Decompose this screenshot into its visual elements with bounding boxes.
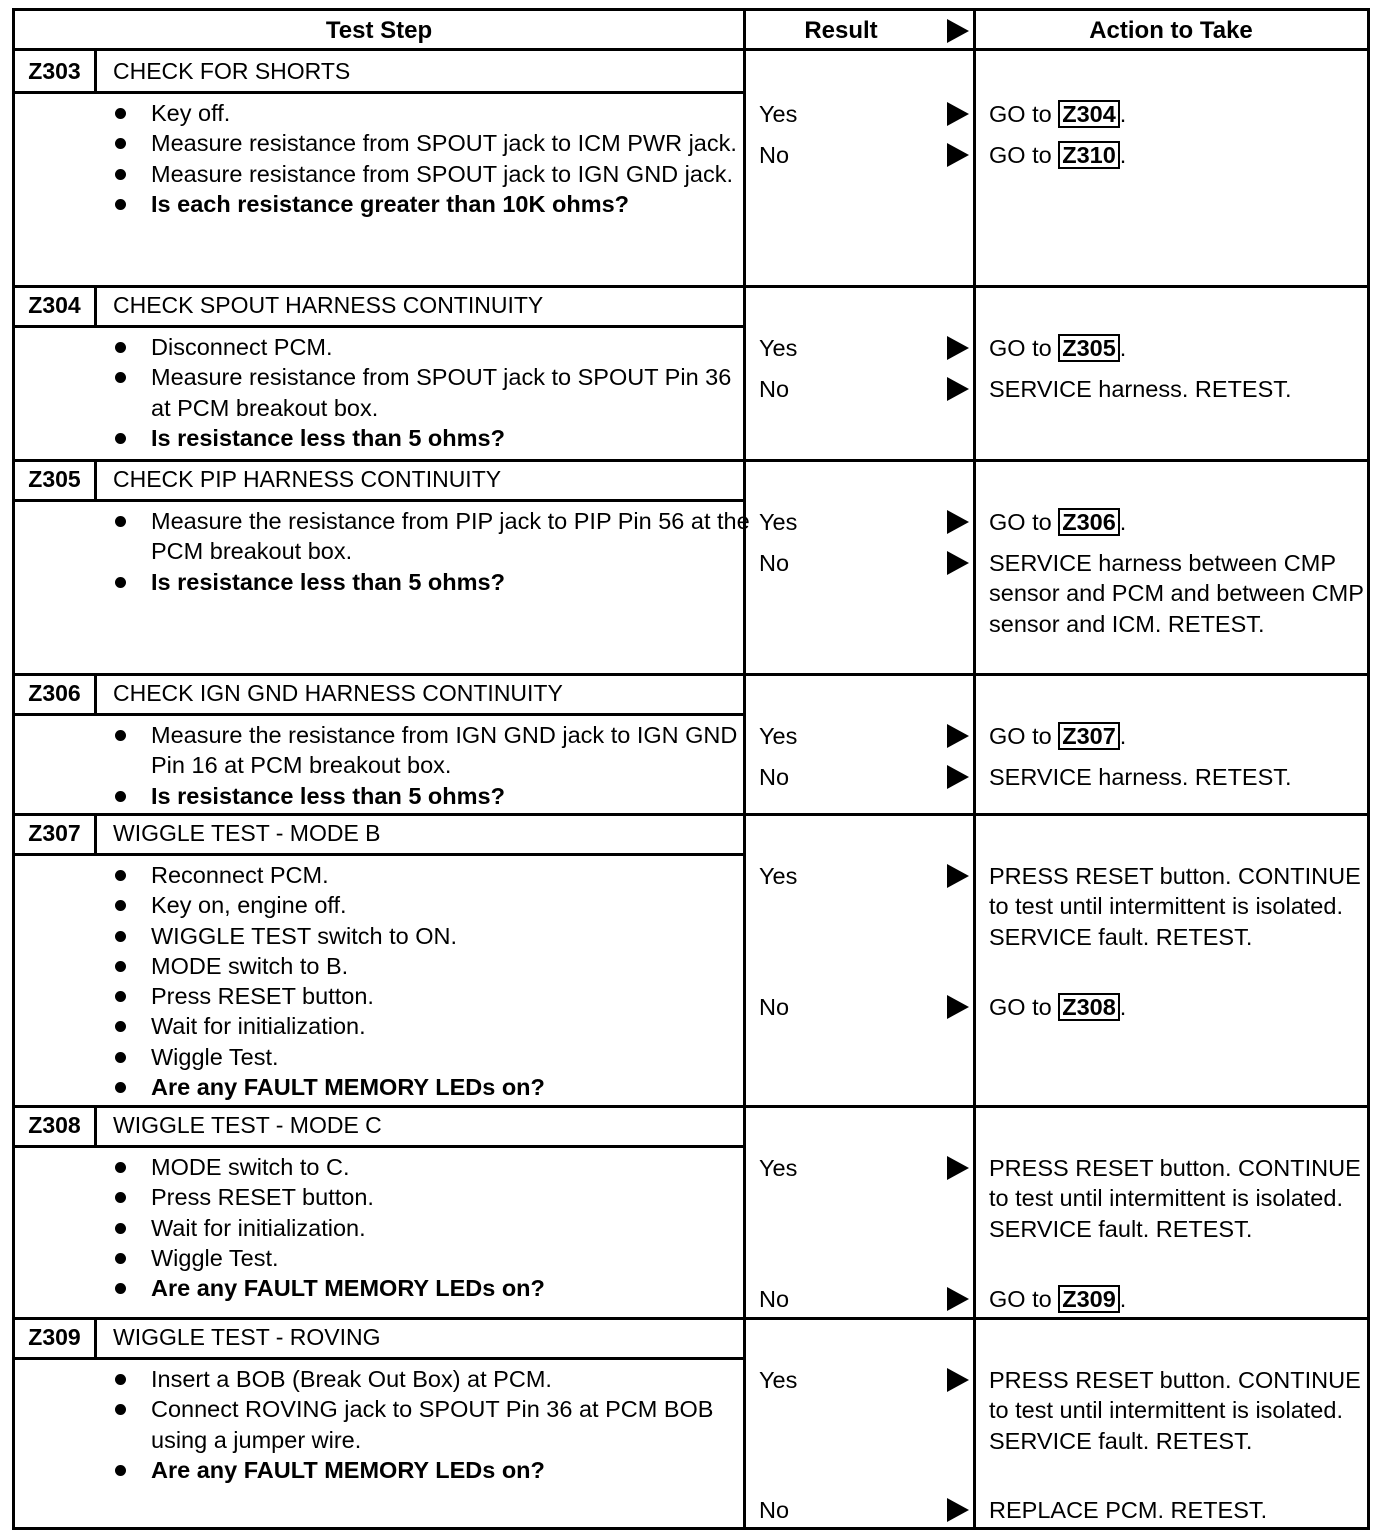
result-yes: Yes — [759, 101, 798, 127]
step-instructions — [111, 1152, 751, 1303]
action-no: GO to Z308 . — [989, 994, 1127, 1020]
result-yes: Yes — [759, 863, 798, 889]
question: Are any FAULT MEMORY LEDs on? — [111, 1072, 751, 1102]
instruction: Wiggle Test. — [111, 1243, 751, 1273]
arrow-icon — [947, 1287, 969, 1311]
action-yes: GO to Z305 . — [989, 335, 1127, 361]
arrow-icon — [947, 765, 969, 789]
step-instructions — [111, 506, 751, 597]
result-yes: Yes — [759, 335, 798, 361]
step-id: Z309 — [15, 1317, 97, 1357]
action-yes: GO to Z304 . — [989, 101, 1127, 127]
test-step-z303 — [15, 51, 1367, 285]
instruction: Measure resistance from SPOUT jack to IGN GND jack. — [111, 159, 751, 189]
instruction: Press RESET button. — [111, 1182, 751, 1212]
step-id: Z303 — [15, 51, 97, 91]
result-yes: Yes — [759, 723, 798, 749]
arrow-icon — [947, 1498, 969, 1522]
step-instructions — [111, 332, 751, 453]
result-yes: Yes — [759, 1367, 798, 1393]
result-no: No — [759, 764, 790, 790]
result-no: No — [759, 376, 790, 402]
step-reference: Z305 — [1058, 334, 1120, 362]
instruction: Wait for initialization. — [111, 1213, 751, 1243]
instruction: Measure resistance from SPOUT jack to SPOUT Pin 36 at PCM breakout box. — [111, 362, 751, 423]
result-no: No — [759, 1286, 790, 1312]
header-action: Action to Take — [1089, 17, 1253, 44]
instruction: Key on, engine off. — [111, 890, 751, 920]
instruction: Measure the resistance from IGN GND jack to IGN GND Pin 16 at PCM breakout box. — [111, 720, 751, 781]
action-yes: GO to Z307 . — [989, 723, 1127, 749]
question: Is resistance less than 5 ohms? — [111, 781, 751, 811]
step-title: WIGGLE TEST - MODE C — [113, 1112, 382, 1138]
action-yes: PRESS RESET button. CONTINUE to test until intermittent is isolated. SERVICE fault. RETEST. — [989, 1367, 1361, 1454]
step-id: Z305 — [15, 459, 97, 499]
action-yes: GO to Z306 . — [989, 509, 1127, 535]
action-no: REPLACE PCM. RETEST. — [989, 1497, 1268, 1523]
header-arrow-icon — [947, 19, 969, 43]
instruction: MODE switch to B. — [111, 951, 751, 981]
instruction: WIGGLE TEST switch to ON. — [111, 921, 751, 951]
question: Is each resistance greater than 10K ohms? — [111, 189, 751, 219]
step-id: Z306 — [15, 673, 97, 713]
instruction: Reconnect PCM. — [111, 860, 751, 890]
arrow-icon — [947, 1156, 969, 1180]
instruction: Insert a BOB (Break Out Box) at PCM. — [111, 1364, 751, 1394]
step-reference: Z306 — [1058, 508, 1120, 536]
arrow-icon — [947, 510, 969, 534]
test-step-z304 — [15, 285, 1367, 459]
test-step-z305 — [15, 459, 1367, 673]
step-title: CHECK PIP HARNESS CONTINUITY — [113, 466, 502, 492]
step-title: CHECK FOR SHORTS — [113, 58, 351, 84]
step-title: WIGGLE TEST - ROVING — [113, 1324, 381, 1350]
action-no: GO to Z310 . — [989, 142, 1127, 168]
step-instructions — [111, 720, 751, 811]
step-reference: Z307 — [1058, 722, 1120, 750]
step-title: CHECK SPOUT HARNESS CONTINUITY — [113, 292, 544, 318]
step-title: WIGGLE TEST - MODE B — [113, 820, 381, 846]
header-result: Result — [804, 17, 878, 44]
step-id: Z307 — [15, 813, 97, 853]
step-reference: Z310 — [1058, 141, 1120, 169]
test-step-z308 — [15, 1105, 1367, 1317]
instruction: MODE switch to C. — [111, 1152, 751, 1182]
action-yes: PRESS RESET button. CONTINUE to test until intermittent is isolated. SERVICE fault. RETEST. — [989, 863, 1361, 950]
instruction: Measure resistance from SPOUT jack to ICM PWR jack. — [111, 128, 751, 158]
step-instructions — [111, 860, 751, 1102]
result-no: No — [759, 550, 790, 576]
action-no: GO to Z309 . — [989, 1286, 1127, 1312]
arrow-icon — [947, 377, 969, 401]
question: Is resistance less than 5 ohms? — [111, 567, 751, 597]
step-reference: Z309 — [1058, 1285, 1120, 1313]
arrow-icon — [947, 995, 969, 1019]
step-id: Z304 — [15, 285, 97, 325]
result-no: No — [759, 142, 790, 168]
step-instructions — [111, 98, 751, 219]
instruction: Measure the resistance from PIP jack to PIP Pin 56 at the PCM breakout box. — [111, 506, 751, 567]
arrow-icon — [947, 864, 969, 888]
instruction: Wiggle Test. — [111, 1042, 751, 1072]
test-step-z307 — [15, 813, 1367, 1105]
action-no: SERVICE harness. RETEST. — [989, 376, 1292, 402]
arrow-icon — [947, 102, 969, 126]
instruction: Connect ROVING jack to SPOUT Pin 36 at PCM BOB using a jumper wire. — [111, 1394, 751, 1455]
step-title: CHECK IGN GND HARNESS CONTINUITY — [113, 680, 563, 706]
step-reference: Z304 — [1058, 100, 1120, 128]
step-reference: Z308 — [1058, 993, 1120, 1021]
arrow-icon — [947, 143, 969, 167]
test-step-z306 — [15, 673, 1367, 813]
action-no: SERVICE harness between CMP sensor and PCM and between CMP sensor and ICM. RETEST. — [989, 550, 1364, 637]
instruction: Press RESET button. — [111, 981, 751, 1011]
instruction: Wait for initialization. — [111, 1011, 751, 1041]
diagnostic-table — [12, 8, 1370, 1530]
header-test-step: Test Step — [325, 17, 433, 44]
arrow-icon — [947, 1368, 969, 1392]
action-no: SERVICE harness. RETEST. — [989, 764, 1292, 790]
test-step-z309 — [15, 1317, 1367, 1527]
arrow-icon — [947, 551, 969, 575]
result-yes: Yes — [759, 1155, 798, 1181]
question: Are any FAULT MEMORY LEDs on? — [111, 1455, 751, 1485]
step-instructions — [111, 1364, 751, 1485]
result-no: No — [759, 994, 790, 1020]
instruction: Key off. — [111, 98, 751, 128]
step-id: Z308 — [15, 1105, 97, 1145]
result-yes: Yes — [759, 509, 798, 535]
question: Are any FAULT MEMORY LEDs on? — [111, 1273, 751, 1303]
action-yes: PRESS RESET button. CONTINUE to test until intermittent is isolated. SERVICE fault. RETEST. — [989, 1155, 1361, 1242]
arrow-icon — [947, 336, 969, 360]
arrow-icon — [947, 724, 969, 748]
result-no: No — [759, 1497, 790, 1523]
question: Is resistance less than 5 ohms? — [111, 423, 751, 453]
instruction: Disconnect PCM. — [111, 332, 751, 362]
